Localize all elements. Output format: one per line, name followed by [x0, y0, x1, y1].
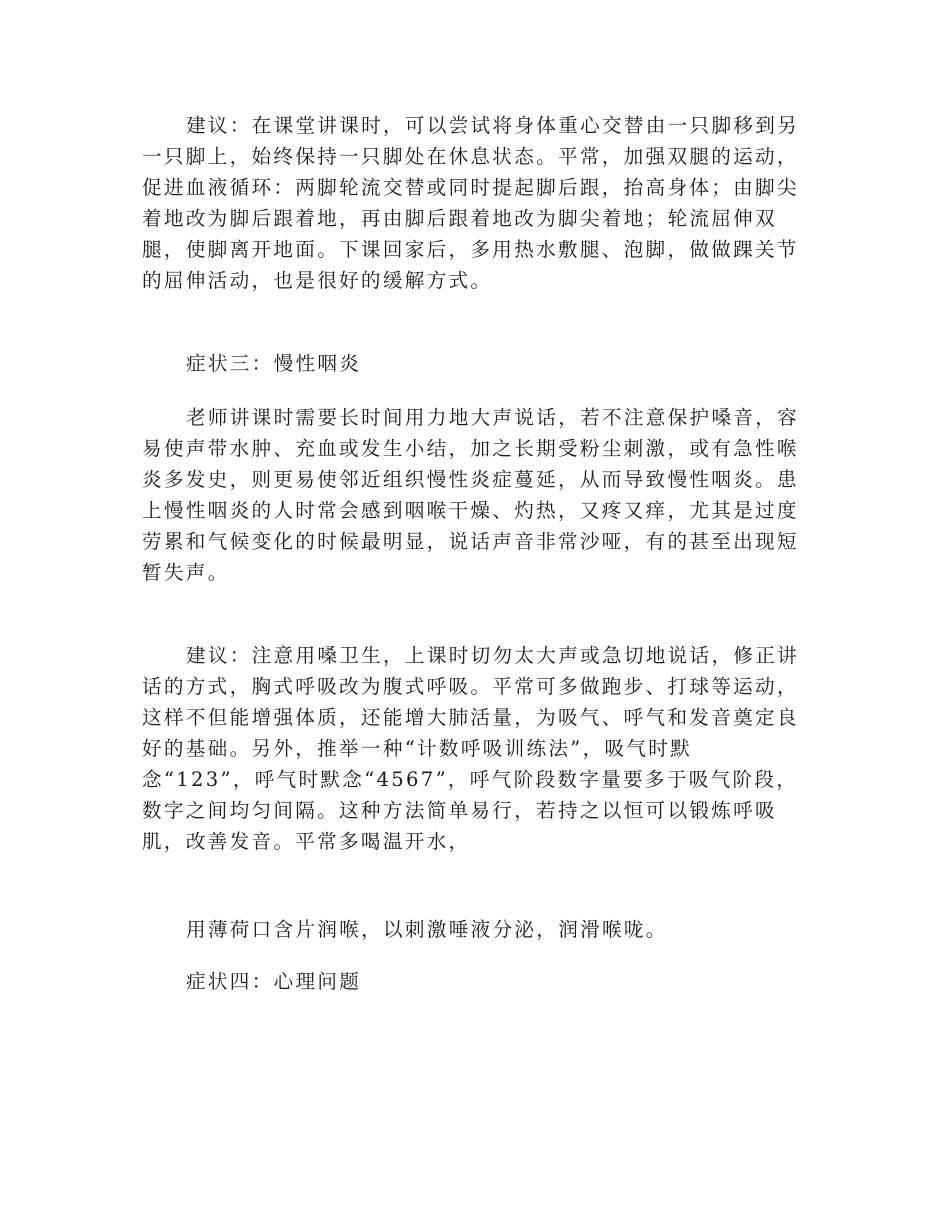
- section-heading-symptom-three: [142, 348, 361, 379]
- text-line: 的屈伸活动，也是很好的缓解方式。: [142, 269, 493, 292]
- text-line: 暂失声。: [142, 561, 230, 584]
- paragraph-mint-lozenge: [142, 914, 668, 945]
- text-line: 腿，使脚离开地面。下课回家后，多用热水敷腿、泡脚，做做踝关节: [142, 238, 799, 261]
- heading-text: 症状四：心理问题: [186, 970, 362, 993]
- text-line: 念“123”，呼气时默念“4567”，呼气阶段数字量要多于吸气阶段，: [142, 768, 799, 791]
- text-line: 促进血液循环：两脚轮流交替或同时提起脚后跟，抬高身体；由脚尖: [142, 176, 799, 199]
- text-line: 建议：在课堂讲课时，可以尝试将身体重心交替由一只脚移到另: [186, 114, 800, 137]
- heading-text: 症状三：慢性咽炎: [186, 352, 362, 375]
- text-line: 肌，改善发音。平常多喝温开水，: [142, 830, 471, 853]
- text-line: 好的基础。另外，推举一种“计数呼吸训练法”，吸气时默: [142, 737, 693, 760]
- text-line: 话的方式，胸式呼吸改为腹式呼吸。平常可多做跑步、打球等运动，: [142, 675, 799, 698]
- text-line: 老师讲课时需要长时间用力地大声说话，若不注意保护嗓音，容: [186, 406, 800, 429]
- text-line: 着地改为脚后跟着地，再由脚后跟着地改为脚尖着地；轮流屈伸双: [142, 207, 777, 230]
- text-line: 这样不但能增强体质，还能增大肺活量，为吸气、呼气和发音奠定良: [142, 706, 799, 729]
- section-heading-symptom-four: [142, 966, 361, 997]
- paragraph-advice-leg-exercise: [142, 110, 799, 296]
- text-line: 数字之间均匀间隔。这种方法简单易行，若持之以恒可以锻炼呼吸: [142, 799, 777, 822]
- text-line: 建议：注意用嗓卫生，上课时切勿太大声或急切地说话，修正讲: [186, 644, 800, 667]
- paragraph-advice-voice-care: [142, 640, 799, 857]
- text-line: 劳累和气候变化的时候最明显，说话声音非常沙哑，有的甚至出现短: [142, 530, 799, 553]
- text-line: 易使声带水肿、充血或发生小结，加之长期受粉尘刺激，或有急性喉: [142, 437, 799, 460]
- text-line: 上慢性咽炎的人时常会感到咽喉干燥、灼热，又疼又痒，尤其是过度: [142, 499, 799, 522]
- paragraph-chronic-pharyngitis: [142, 402, 799, 588]
- text-line: 炎多发史，则更易使邻近组织慢性炎症蔓延，从而导致慢性咽炎。患: [142, 468, 799, 491]
- text-line: 用薄荷口含片润喉，以刺激唾液分泌，润滑喉咙。: [186, 918, 668, 941]
- text-line: 一只脚上，始终保持一只脚处在休息状态。平常，加强双腿的运动，: [142, 145, 799, 168]
